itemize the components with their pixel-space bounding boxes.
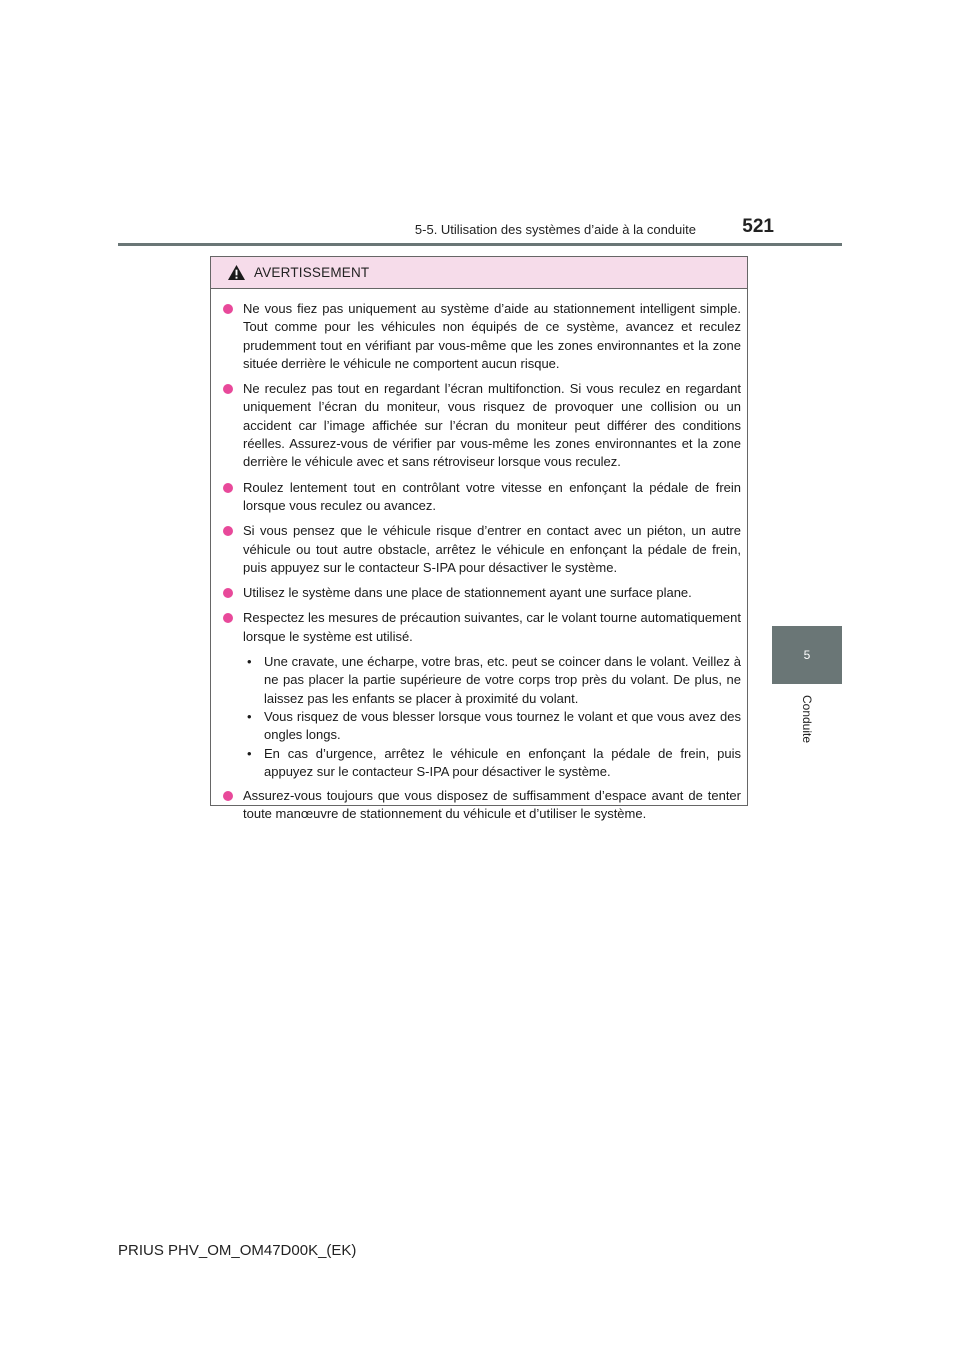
sub-bullet-mark: • xyxy=(247,745,252,761)
bullet-dot-icon xyxy=(223,791,233,801)
warning-subitem-text: En cas d’urgence, arrêtez le véhicule en enfonçant la pédale de frein, puis appuyez sur le contacteur S-IPA pour désactiver le système. xyxy=(264,745,741,779)
document-code: PRIUS PHV_OM_OM47D00K_(EK) xyxy=(118,1242,357,1259)
warning-triangle-icon xyxy=(227,264,246,281)
bullet-dot-icon xyxy=(223,613,233,623)
bullet-dot-icon xyxy=(223,483,233,493)
warning-item-text: Roulez lentement tout en contrôlant votre vitesse en enfonçant la pédale de frein lorsque vous reculez ou avancez. xyxy=(243,479,741,513)
warning-item xyxy=(219,479,741,516)
warning-item xyxy=(219,380,741,471)
warning-item-text: Ne vous fiez pas uniquement au système d’aide au stationnement intelligent simple. Tout comme pour les véhicules non équipés de ce système, avancez et reculez prudemment tout en vérifiant par vous-même que les zones environnantes et la zone située derrière le véhicule ne comportent aucun risque. xyxy=(243,301,741,371)
page-number: 521 xyxy=(742,216,774,237)
chapter-label-container xyxy=(772,684,842,754)
sub-bullet-mark: • xyxy=(247,654,252,670)
chapter-tab xyxy=(772,626,842,684)
warning-item-text: Assurez-vous toujours que vous disposez de suffisamment d’espace avant de tenter toute manœuvre de stationnement du véhicule et d’utiliser le système. xyxy=(243,788,741,822)
warning-item-text: Respectez les mesures de précaution suivantes, car le volant tourne automatiquement lorsque le système est utilisé. xyxy=(243,610,741,644)
bullet-dot-icon xyxy=(223,384,233,394)
warning-item-text: Ne reculez pas tout en regardant l’écran multifonction. Si vous reculez en regardant uniquement l’écran du moniteur, vous risquez de provoquer une collision ou un accident car l’image affichée sur l’écran du moniteur peut différer des conditions réelles. Assurez-vous de vérifier par vous-même les zones environnantes et la zone derrière le véhicule avec et sans rétroviseur lorsque vous reculez. xyxy=(243,381,741,470)
warning-item xyxy=(219,300,741,373)
warning-subitem xyxy=(243,708,741,745)
warning-item xyxy=(219,609,741,646)
warning-item-text: Si vous pensez que le véhicule risque d’entrer en contact avec un piéton, un autre véhicule ou tout autre obstacle, arrêtez le véhicule en enfonçant la pédale de frein, puis appuyez sur le contacteur S-IPA pour désactiver le système. xyxy=(243,523,741,575)
warning-item-text: Utilisez le système dans une place de stationnement ayant une surface plane. xyxy=(243,585,692,601)
bullet-dot-icon xyxy=(223,588,233,598)
section-title: 5-5. Utilisation des systèmes d’aide à la conduite xyxy=(414,222,696,237)
bullet-dot-icon xyxy=(223,526,233,536)
chapter-number: 5 xyxy=(803,648,811,662)
warning-subitem-text: Une cravate, une écharpe, votre bras, etc. peut se coincer dans le volant. Veillez à ne pas placer la partie supérieure de votre corps trop près du volant. De plus, ne laissez pas les enfants se placer à proximité du volant. xyxy=(264,654,741,706)
header-divider xyxy=(118,243,842,246)
warning-title: AVERTISSEMENT xyxy=(254,265,370,280)
warning-header xyxy=(211,257,747,289)
bullet-dot-icon xyxy=(223,304,233,314)
warning-subitem-text: Vous risquez de vous blesser lorsque vous tournez le volant et que vous avez des ongles longs. xyxy=(264,708,741,743)
warning-subitem xyxy=(243,745,741,782)
warning-subitem xyxy=(243,653,741,708)
sub-bullet-mark: • xyxy=(247,708,252,724)
warning-item xyxy=(219,787,741,824)
warning-item xyxy=(219,584,741,602)
warning-box xyxy=(210,256,748,822)
warning-item xyxy=(219,522,741,577)
warning-body xyxy=(211,289,747,824)
warning-subitems xyxy=(219,653,741,781)
chapter-label: Conduite xyxy=(799,694,814,744)
